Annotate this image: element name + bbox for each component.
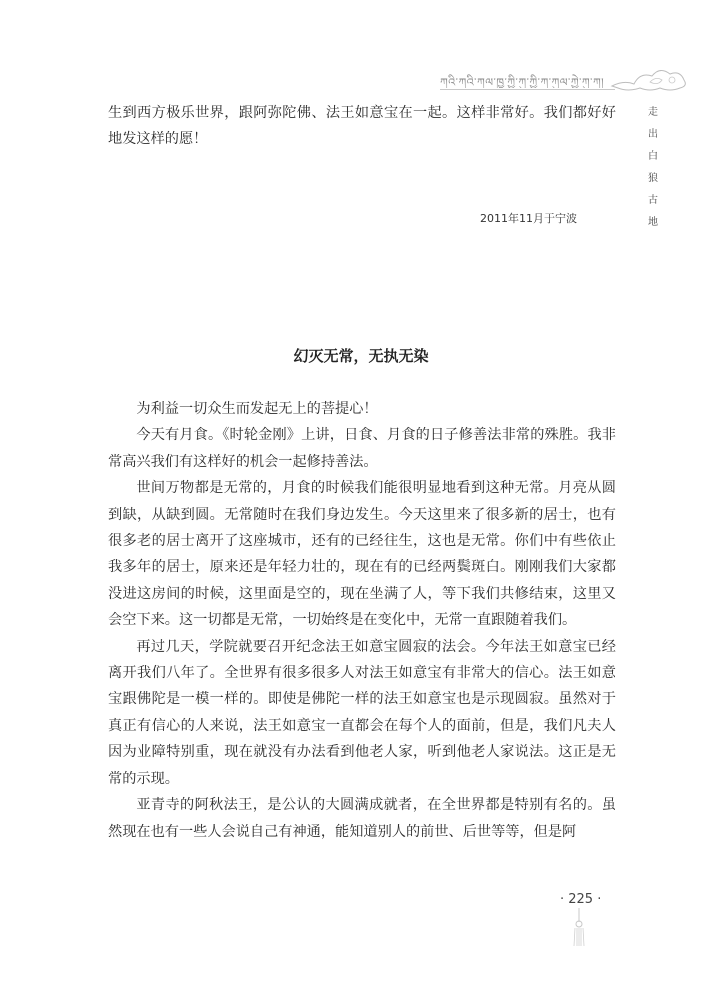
cloud-ornament-icon — [610, 58, 690, 98]
paragraph: 再过几天，学院就要召开纪念法王如意宝圆寂的法会。今年法王如意宝已经离开我们八年了。全世界有很多很多人对法王如意宝有非常大的信心。法王如意宝跟佛陀是一模一样的。即使是佛陀一样的法王如意宝也是示现圆寂。虽然对于真正有信心的人来说，法王如意宝一直都会在每个人的面前，但是，我们凡夫人因为业障特别重，现在就没有办法看到他老人家，听到他老人家说法。这正是无常的示现。 — [108, 638, 616, 787]
side-title-char: 地 — [648, 217, 658, 228]
side-title-char: 走 — [648, 107, 658, 118]
side-title-char: 白 — [648, 151, 658, 162]
top-text-block — [108, 100, 616, 153]
side-title-char: 古 — [648, 195, 658, 206]
paragraph: 为利益一切众生而发起无上的菩提心！ — [136, 401, 378, 417]
side-title-char: 出 — [648, 129, 658, 140]
date-line: 2011年11月于宁波 — [480, 212, 577, 225]
page-number: · 225 · — [560, 892, 602, 907]
side-title-char: 狼 — [648, 173, 658, 184]
tassel-ornament-icon — [572, 908, 586, 948]
paragraph: 世间万物都是无常的，月食的时候我们能很明显地看到这种无常。月亮从圆到缺，从缺到圆。无常随时在我们身边发生。今天这里来了很多新的居士，也有很多老的居士离开了这座城市，还有的已经往生，这也是无常。你们中有些依止我多年的居士，原来还是年轻力壮的，现在有的已经两鬓斑白。刚刚我们大家都没进这房间的时候，这里面是空的，现在坐满了人，等下我们共修结束，这里又会空下来。这一切都是无常，一切始终是在变化中，无常一直跟随着我们。 — [108, 480, 616, 629]
paragraph: 亚青寺的阿秋法王，是公认的大圆满成就者，在全世界都是特别有名的。虽然现在也有一些人会说自己有神通，能知道别人的前世、后世等等，但是阿 — [108, 797, 616, 840]
side-book-title — [645, 102, 661, 234]
header-rule — [440, 89, 615, 90]
section-title: 幻灭无常，无执无染 — [293, 347, 429, 365]
top-paragraph: 生到西方极乐世界，跟阿弥陀佛、法王如意宝在一起。这样非常好。我们都好好地发这样的愿！ — [108, 105, 616, 148]
paragraph: 今天有月食。《时轮金刚》上讲，日食、月食的日子修善法非常的殊胜。我非常高兴我们有这样好的机会一起修持善法。 — [108, 427, 616, 470]
header-tibetan-text: ཀའི་ཀའི་ཀལ་ཁྱ་ཀྱི་ཀུ་ཀྱི་ཀ་ཀུལ་ཀྱེ་ཀུ་ཀ། — [440, 76, 605, 88]
body-text — [108, 396, 616, 845]
